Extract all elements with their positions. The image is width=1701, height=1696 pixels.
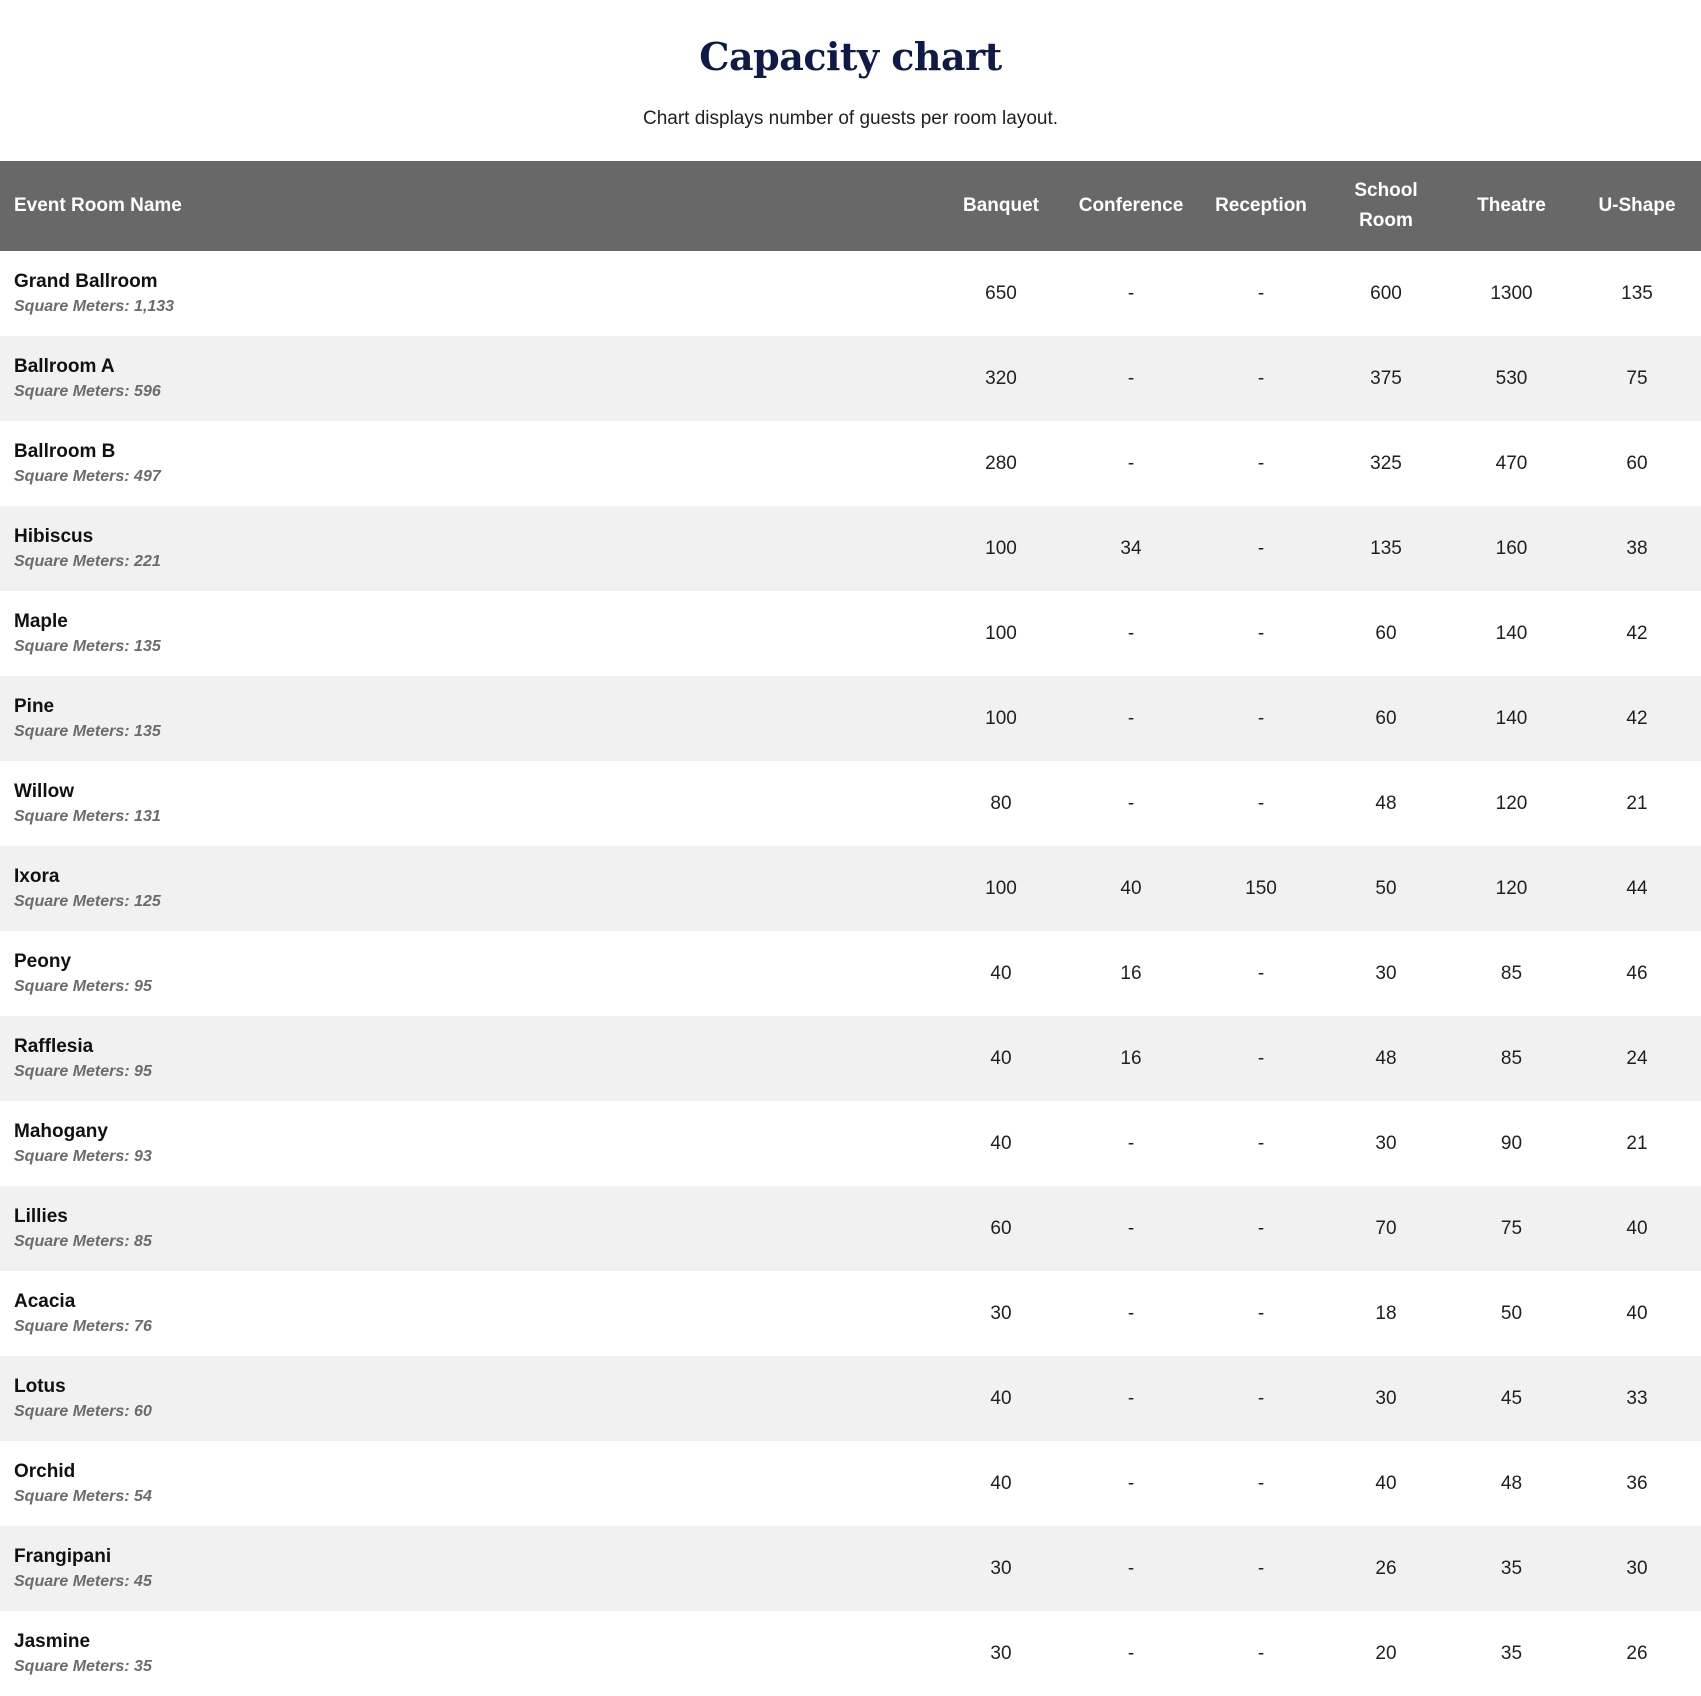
- cell-conference: -: [1127, 1472, 1135, 1494]
- cell-banquet: 100: [985, 707, 1017, 729]
- cell-conference: -: [1127, 1217, 1135, 1239]
- cell-conference: -: [1127, 282, 1135, 304]
- cell-u-shape: 42: [1626, 622, 1648, 644]
- table-row: [0, 1186, 1701, 1271]
- room-name: Willow: [14, 780, 74, 802]
- cell-theatre: 35: [1500, 1557, 1523, 1579]
- cell-u-shape: 36: [1626, 1472, 1648, 1494]
- table-row: [0, 1271, 1701, 1356]
- column-header-school-room: [1322, 161, 1450, 251]
- room-name: Hibiscus: [14, 525, 94, 547]
- cell-reception: -: [1257, 707, 1265, 729]
- cell-reception: -: [1257, 1557, 1265, 1579]
- cell-school-room: 48: [1375, 1047, 1397, 1069]
- cell-reception: -: [1257, 1047, 1265, 1069]
- table-row: [0, 931, 1701, 1016]
- column-header-banquet: Banquet: [940, 161, 1062, 251]
- cell-banquet: 40: [990, 1047, 1012, 1069]
- cell-room: [0, 506, 940, 591]
- room-square-meters: Square Meters: 60: [14, 1402, 152, 1420]
- room-square-meters: Square Meters: 85: [14, 1232, 152, 1250]
- room-square-meters: Square Meters: 497: [14, 467, 161, 485]
- cell-theatre: 1300: [1490, 282, 1533, 304]
- cell-school-room: 50: [1375, 877, 1397, 899]
- table-row: [0, 421, 1701, 506]
- cell-school-room: 18: [1375, 1302, 1397, 1324]
- room-square-meters: Square Meters: 135: [14, 637, 161, 655]
- cell-theatre: 470: [1495, 452, 1528, 474]
- cell-banquet: 30: [990, 1557, 1012, 1579]
- room-name: Peony: [14, 950, 72, 972]
- cell-theatre: 85: [1500, 1047, 1523, 1069]
- cell-theatre: 120: [1495, 877, 1528, 899]
- table-row: [0, 591, 1701, 676]
- cell-u-shape: 75: [1626, 367, 1648, 389]
- cell-school-room: 20: [1375, 1642, 1397, 1664]
- cell-room: [0, 1611, 940, 1696]
- cell-conference: -: [1127, 707, 1135, 729]
- room-square-meters: Square Meters: 45: [14, 1572, 152, 1590]
- column-header-theatre: Theatre: [1450, 161, 1573, 251]
- cell-reception: -: [1257, 962, 1265, 984]
- cell-u-shape: 40: [1626, 1217, 1648, 1239]
- cell-room: [0, 931, 940, 1016]
- column-header-conference: Conference: [1062, 161, 1200, 251]
- cell-u-shape: 60: [1626, 452, 1648, 474]
- cell-banquet: 100: [985, 622, 1017, 644]
- cell-reception: -: [1257, 1387, 1265, 1409]
- cell-reception: -: [1257, 1472, 1265, 1494]
- room-name: Frangipani: [14, 1545, 112, 1567]
- cell-school-room: 60: [1375, 707, 1397, 729]
- cell-banquet: 280: [985, 452, 1017, 474]
- cell-banquet: 40: [990, 962, 1012, 984]
- cell-conference: -: [1127, 1557, 1135, 1579]
- room-square-meters: Square Meters: 95: [14, 1062, 152, 1080]
- cell-banquet: 100: [985, 537, 1017, 559]
- table-row: [0, 1101, 1701, 1186]
- cell-u-shape: 30: [1626, 1557, 1648, 1579]
- cell-banquet: 40: [990, 1387, 1012, 1409]
- room-name: Ballroom A: [14, 355, 115, 377]
- room-name: Mahogany: [14, 1120, 108, 1142]
- cell-banquet: 100: [985, 877, 1017, 899]
- cell-room: [0, 846, 940, 931]
- room-square-meters: Square Meters: 135: [14, 722, 161, 740]
- cell-conference: 34: [1120, 537, 1142, 559]
- cell-school-room: 325: [1370, 452, 1402, 474]
- cell-u-shape: 38: [1626, 537, 1648, 559]
- room-square-meters: Square Meters: 596: [14, 382, 161, 400]
- cell-room: [0, 421, 940, 506]
- table-header: [0, 161, 1701, 251]
- cell-room: [0, 1356, 940, 1441]
- cell-reception: -: [1257, 1642, 1265, 1664]
- cell-room: [0, 1526, 940, 1611]
- cell-school-room: 135: [1370, 537, 1402, 559]
- cell-reception: -: [1257, 452, 1265, 474]
- cell-banquet: 40: [990, 1472, 1012, 1494]
- cell-school-room: 60: [1375, 622, 1397, 644]
- cell-school-room: 30: [1375, 962, 1397, 984]
- cell-banquet: 650: [985, 282, 1017, 304]
- table-row: [0, 1526, 1701, 1611]
- cell-theatre: 140: [1495, 707, 1528, 729]
- cell-theatre: 90: [1500, 1132, 1523, 1154]
- cell-reception: -: [1257, 622, 1265, 644]
- header-row: [0, 161, 1701, 251]
- table-row: [0, 1016, 1701, 1101]
- cell-u-shape: 44: [1626, 877, 1648, 899]
- cell-reception: -: [1257, 282, 1265, 304]
- table-row: [0, 1441, 1701, 1526]
- room-square-meters: Square Meters: 35: [14, 1657, 152, 1675]
- cell-conference: 16: [1120, 1047, 1142, 1069]
- cell-theatre: 45: [1500, 1387, 1523, 1409]
- cell-room: [0, 251, 940, 336]
- room-square-meters: Square Meters: 1,133: [14, 297, 175, 315]
- room-name: Maple: [14, 610, 68, 632]
- cell-conference: -: [1127, 367, 1135, 389]
- cell-reception: -: [1257, 792, 1265, 814]
- cell-conference: -: [1127, 622, 1135, 644]
- room-name: Lotus: [14, 1375, 66, 1397]
- cell-theatre: 140: [1495, 622, 1528, 644]
- cell-banquet: 30: [990, 1302, 1012, 1324]
- cell-theatre: 75: [1500, 1217, 1523, 1239]
- table-body: [0, 251, 1701, 1696]
- room-square-meters: Square Meters: 125: [14, 892, 161, 910]
- cell-room: [0, 1101, 940, 1186]
- cell-room: [0, 1441, 940, 1526]
- column-header-room-name: Event Room Name: [0, 161, 940, 251]
- table-row: [0, 846, 1701, 931]
- cell-school-room: 375: [1370, 367, 1402, 389]
- cell-u-shape: 135: [1621, 282, 1653, 304]
- room-name: Ixora: [14, 865, 60, 887]
- cell-school-room: 30: [1375, 1387, 1397, 1409]
- cell-school-room: 26: [1375, 1557, 1397, 1579]
- room-name: Lillies: [14, 1205, 68, 1227]
- room-name: Acacia: [14, 1290, 76, 1312]
- cell-conference: -: [1127, 1132, 1135, 1154]
- room-square-meters: Square Meters: 93: [14, 1147, 152, 1165]
- cell-u-shape: 24: [1626, 1047, 1648, 1069]
- cell-reception: -: [1257, 367, 1265, 389]
- cell-room: [0, 336, 940, 421]
- cell-u-shape: 40: [1626, 1302, 1648, 1324]
- cell-conference: -: [1127, 1387, 1135, 1409]
- column-header-school-line1: School: [1354, 180, 1418, 201]
- room-name: Orchid: [14, 1460, 76, 1482]
- cell-conference: 40: [1120, 877, 1142, 899]
- cell-theatre: 120: [1495, 792, 1528, 814]
- cell-banquet: 40: [990, 1132, 1012, 1154]
- cell-room: [0, 1271, 940, 1356]
- cell-u-shape: 21: [1626, 792, 1648, 814]
- cell-theatre: 35: [1500, 1642, 1523, 1664]
- cell-u-shape: 46: [1626, 962, 1648, 984]
- cell-theatre: 160: [1495, 537, 1528, 559]
- cell-reception: 150: [1245, 877, 1277, 899]
- cell-school-room: 40: [1375, 1472, 1397, 1494]
- room-square-meters: Square Meters: 95: [14, 977, 152, 995]
- room-name: Jasmine: [14, 1630, 91, 1652]
- cell-conference: -: [1127, 452, 1135, 474]
- room-name: Rafflesia: [14, 1035, 94, 1057]
- table-row: [0, 506, 1701, 591]
- room-name: Grand Ballroom: [14, 270, 158, 292]
- cell-theatre: 50: [1500, 1302, 1523, 1324]
- cell-conference: 16: [1120, 962, 1142, 984]
- room-square-meters: Square Meters: 221: [14, 552, 161, 570]
- column-header-school-line2: Room: [1359, 210, 1413, 231]
- cell-conference: -: [1127, 1642, 1135, 1664]
- cell-school-room: 600: [1370, 282, 1402, 304]
- cell-school-room: 30: [1375, 1132, 1397, 1154]
- cell-room: [0, 591, 940, 676]
- room-name: Ballroom B: [14, 440, 116, 462]
- cell-banquet: 320: [985, 367, 1017, 389]
- room-square-meters: Square Meters: 54: [14, 1487, 152, 1505]
- cell-banquet: 80: [990, 792, 1012, 814]
- cell-reception: -: [1257, 537, 1265, 559]
- cell-banquet: 60: [990, 1217, 1012, 1239]
- cell-room: [0, 1186, 940, 1271]
- room-name: Pine: [14, 695, 55, 717]
- cell-u-shape: 42: [1626, 707, 1648, 729]
- page-subtitle: Chart displays number of guests per room layout.: [642, 108, 1059, 129]
- table-row: [0, 336, 1701, 421]
- cell-u-shape: 26: [1626, 1642, 1648, 1664]
- cell-conference: -: [1127, 792, 1135, 814]
- cell-school-room: 48: [1375, 792, 1397, 814]
- column-header-reception: Reception: [1200, 161, 1322, 251]
- cell-u-shape: 21: [1626, 1132, 1648, 1154]
- cell-conference: -: [1127, 1302, 1135, 1324]
- table-row: [0, 1611, 1701, 1696]
- table-row: [0, 251, 1701, 336]
- page-title: Capacity chart: [699, 34, 1002, 79]
- cell-reception: -: [1257, 1217, 1265, 1239]
- cell-theatre: 85: [1500, 962, 1523, 984]
- cell-room: [0, 676, 940, 761]
- room-square-meters: Square Meters: 76: [14, 1317, 152, 1335]
- cell-room: [0, 1016, 940, 1101]
- cell-room: [0, 761, 940, 846]
- table-row: [0, 676, 1701, 761]
- table-row: [0, 1356, 1701, 1441]
- column-header-u-shape: U-Shape: [1573, 161, 1701, 251]
- cell-theatre: 48: [1500, 1472, 1523, 1494]
- cell-theatre: 530: [1495, 367, 1528, 389]
- cell-reception: -: [1257, 1132, 1265, 1154]
- table-row: [0, 761, 1701, 846]
- cell-school-room: 70: [1375, 1217, 1397, 1239]
- capacity-table: [0, 161, 1701, 1696]
- cell-reception: -: [1257, 1302, 1265, 1324]
- cell-banquet: 30: [990, 1642, 1012, 1664]
- room-square-meters: Square Meters: 131: [14, 807, 161, 825]
- cell-u-shape: 33: [1626, 1387, 1648, 1409]
